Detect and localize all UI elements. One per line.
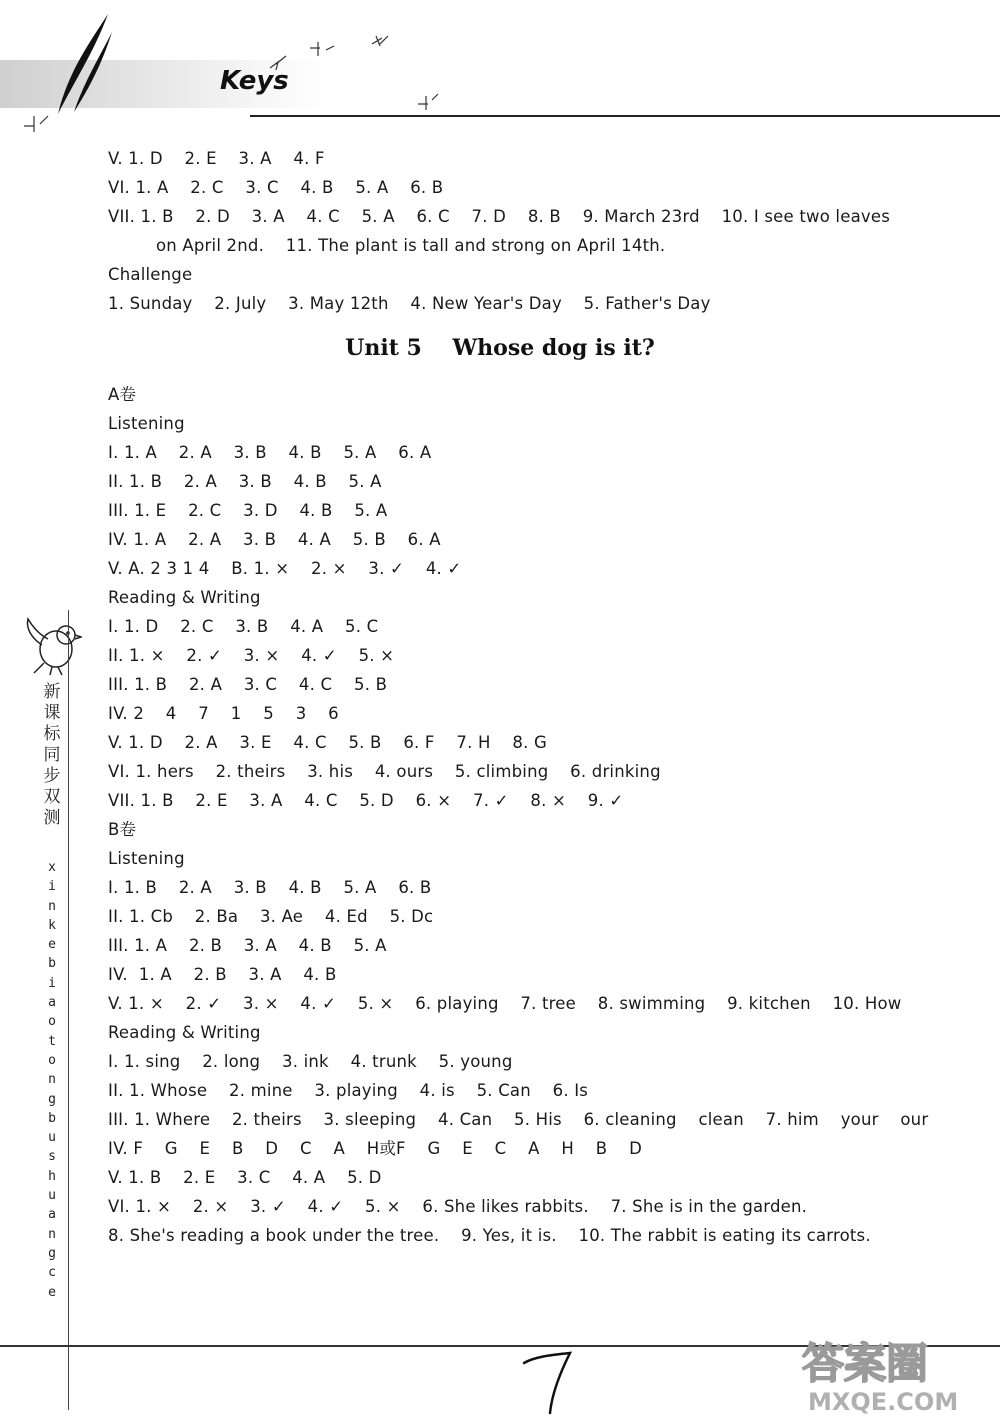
page-title: Keys	[220, 66, 289, 96]
answer-line: II. 1. Whose 2. mine 3. playing 4. is 5. Can 6. Is	[108, 1081, 589, 1100]
answer-line: III. 1. Where 2. theirs 3. sleeping 4. Can 5. His 6. cleaning clean 7. him your our	[108, 1110, 929, 1129]
answer-line: II. 1. Cb 2. Ba 3. Ae 4. Ed 5. Dc	[108, 907, 434, 926]
corner-mark-icon	[22, 112, 62, 138]
answer-line: V. A. 2 3 1 4 B. 1. × 2. × 3. ✓ 4. ✓	[108, 559, 462, 578]
answer-line: IV. 1. A 2. B 3. A 4. B	[108, 965, 337, 984]
answer-line: III. 1. A 2. B 3. A 4. B 5. A	[108, 936, 387, 955]
answer-line: III. 1. E 2. C 3. D 4. B 5. A	[108, 501, 388, 520]
answer-line: IV. 2 4 7 1 5 3 6	[108, 704, 339, 723]
answer-line: V. 1. B 2. E 3. C 4. A 5. D	[108, 1168, 382, 1187]
page-number	[520, 1345, 580, 1415]
unit-title: Unit 5 Whose dog is it?	[345, 335, 655, 361]
section-heading: Listening	[108, 849, 185, 868]
answer-line: V. 1. × 2. ✓ 3. × 4. ✓ 5. × 6. playing 7. tree 8. swimming 9. kitchen 10. How	[108, 994, 902, 1013]
section-heading: Reading & Writing	[108, 588, 261, 607]
answer-line: VI. 1. hers 2. theirs 3. his 4. ours 5. climbing 6. drinking	[108, 762, 661, 781]
answer-line: VI. 1. × 2. × 3. ✓ 4. ✓ 5. × 6. She likes rabbits. 7. She is in the garden.	[108, 1197, 808, 1216]
swoosh-logo-icon	[50, 12, 120, 122]
svg-text:MXQE.COM: MXQE.COM	[808, 1388, 959, 1416]
sidebar-pinyin: x i n k e b i a o t o n g b u s h u a n g c e	[48, 860, 56, 1300]
answer-line: 8. She's reading a book under the tree. 9. Yes, it is. 10. The rabbit is eating its carrots.	[108, 1226, 871, 1245]
answer-line: VI. 1. A 2. C 3. C 4. B 5. A 6. B	[108, 178, 444, 197]
watermark-logo	[790, 1330, 1000, 1418]
answer-line: I. 1. B 2. A 3. B 4. B 5. A 6. B	[108, 878, 432, 897]
answer-content-unit5	[108, 380, 968, 1250]
answer-line: VII. 1. B 2. D 3. A 4. C 5. A 6. C 7. D 8. B 9. March 23rd 10. I see two leaves	[108, 207, 890, 226]
answer-line: I. 1. sing 2. long 3. ink 4. trunk 5. young	[108, 1052, 513, 1071]
bird-mascot-icon	[22, 615, 82, 677]
answer-line: II. 1. B 2. A 3. B 4. B 5. A	[108, 472, 382, 491]
answer-line: I. 1. D 2. C 3. B 4. A 5. C	[108, 617, 379, 636]
section-heading: B卷	[108, 820, 137, 839]
answer-line: IV. 1. A 2. A 3. B 4. A 5. B 6. A	[108, 530, 441, 549]
answer-line: V. 1. D 2. A 3. E 4. C 5. B 6. F 7. H 8. G	[108, 733, 547, 752]
svg-text:答案圈: 答案圈	[802, 1339, 929, 1388]
answer-line: IV. F G E B D C A H或F G E C A H B D	[108, 1139, 643, 1158]
answer-line: VII. 1. B 2. E 3. A 4. C 5. D 6. × 7. ✓ 8. × 9. ✓	[108, 791, 624, 810]
page-number-text: 7	[520, 1345, 521, 1346]
answer-line: 1. Sunday 2. July 3. May 12th 4. New Year's Day 5. Father's Day	[108, 294, 711, 313]
answer-line: I. 1. A 2. A 3. B 4. B 5. A 6. A	[108, 443, 432, 462]
section-heading: Reading & Writing	[108, 1023, 261, 1042]
answer-line: on April 2nd. 11. The plant is tall and strong on April 14th.	[156, 236, 666, 255]
birds-decoration-icon	[260, 30, 450, 120]
section-heading: Listening	[108, 414, 185, 433]
sidebar-divider	[68, 610, 69, 1410]
answer-line: II. 1. × 2. ✓ 3. × 4. ✓ 5. ×	[108, 646, 395, 665]
answer-line: III. 1. B 2. A 3. C 4. C 5. B	[108, 675, 388, 694]
section-heading: Challenge	[108, 265, 193, 284]
section-heading: A卷	[108, 385, 137, 404]
sidebar-series-title: 新 课 标 同 步 双 测	[43, 682, 61, 828]
answer-content	[108, 144, 968, 318]
answer-line: V. 1. D 2. E 3. A 4. F	[108, 149, 325, 168]
